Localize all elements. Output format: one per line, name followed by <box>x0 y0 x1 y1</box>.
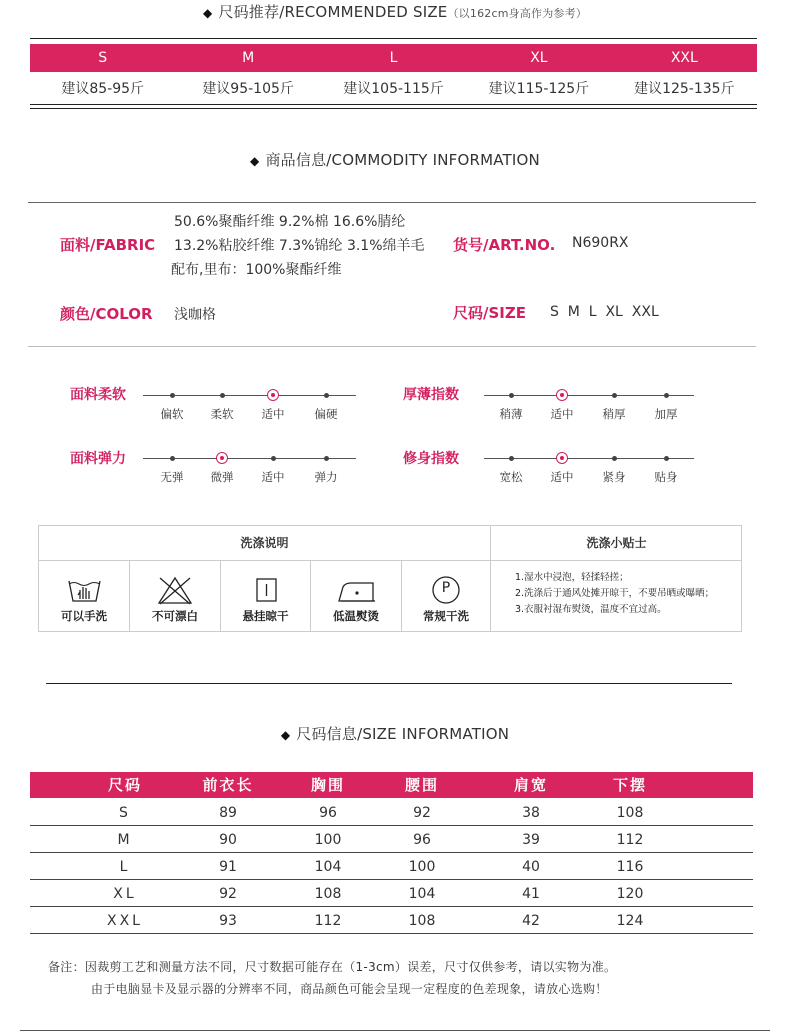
care-box <box>38 525 742 632</box>
suggestion-cell: 建议105-115斤 <box>343 81 444 97</box>
header-cell: 腰围 <box>404 776 439 794</box>
dry-clean-letter: P <box>441 580 451 596</box>
scale-selected-marker <box>556 389 568 401</box>
table-cell: 96 <box>413 832 431 848</box>
suggestion-cell: 建议95-105斤 <box>202 81 294 97</box>
divider <box>28 346 756 347</box>
size-cell: XL <box>530 50 548 66</box>
table-cell: 108 <box>408 913 436 929</box>
scale-dot <box>664 456 669 461</box>
note-line: 备注：因裁剪工艺和测量方法不同，尺寸数据可能存在（1-3cm）误差，尺寸仅供参考，请以实物为准。 <box>48 960 617 974</box>
table-cell: L <box>119 859 131 875</box>
scale-tick-label: 宽松 <box>499 470 523 484</box>
wash-title: 洗涤说明 <box>39 526 491 561</box>
table-row <box>30 908 753 934</box>
scale-tick-label: 柔软 <box>210 407 234 421</box>
scale-selected-marker <box>267 389 279 401</box>
table-cell: M <box>117 832 133 848</box>
hand-wash-icon <box>39 575 130 605</box>
care-caption: 常规干洗 <box>423 609 469 623</box>
diamond-icon: ◆ <box>202 6 213 20</box>
recommended-size-header <box>30 44 757 72</box>
header-cell: 下摆 <box>612 776 647 794</box>
suggestion-cell: 建议125-135斤 <box>634 81 735 97</box>
scale-axis <box>484 395 694 396</box>
scale-axis <box>484 458 694 459</box>
scale-dot <box>664 393 669 398</box>
size-cell: L <box>389 50 398 66</box>
suggestion-cell: 建议85-95斤 <box>61 81 145 97</box>
table-cell: 96 <box>319 805 337 821</box>
table-cell: 90 <box>219 832 237 848</box>
tip-line: 1.湿水中浸泡，轻揉轻搓； <box>515 572 629 583</box>
recommended-size-title: ◆ 尺码推荐/RECOMMENDED SIZE（以162cm身高作为参考） <box>202 3 588 21</box>
color-label: 颜色/COLOR <box>60 305 153 323</box>
table-cell: 108 <box>616 805 644 821</box>
size-cell: M <box>242 50 255 66</box>
tip-line: 3.衣服衬湿布熨烫，温度不宜过高。 <box>515 604 667 615</box>
tip-line: 2.洗涤后于通风处摊开晾干，不要吊晒或曝晒； <box>515 588 715 599</box>
fabric-line: 50.6%聚酯纤维 9.2%棉 16.6%腈纶 <box>174 214 406 230</box>
scale-dot <box>612 456 617 461</box>
note-line: 由于电脑显卡及显示器的分辨率不同，商品颜色可能会呈现一定程度的色差现象，请放心选购！ <box>91 982 608 996</box>
table-cell: 93 <box>219 913 237 929</box>
scale-dot <box>324 456 329 461</box>
care-low-iron <box>311 561 402 632</box>
scale-tick-label: 加厚 <box>654 407 678 421</box>
iron-icon <box>311 575 402 605</box>
size-cell: XXL <box>670 50 698 66</box>
scale-dot <box>509 393 514 398</box>
divider <box>20 1030 770 1031</box>
divider <box>30 38 757 39</box>
diamond-icon: ◆ <box>250 154 260 168</box>
table-row <box>30 800 753 826</box>
care-caption: 低温熨烫 <box>333 609 379 623</box>
scale-tick-label: 微弹 <box>210 470 234 484</box>
color-value: 浅咖格 <box>174 307 216 323</box>
diamond-icon: ◆ <box>280 728 291 742</box>
size-value: S M L XL XXL <box>550 304 659 320</box>
divider <box>46 683 732 684</box>
header-cell: 肩宽 <box>513 776 548 794</box>
scale-dot <box>509 456 514 461</box>
divider <box>30 108 757 109</box>
table-cell: 89 <box>219 805 237 821</box>
scale-dot <box>170 456 175 461</box>
scale-tick-label: 贴身 <box>654 470 678 484</box>
care-tips <box>515 570 714 618</box>
scale-tick-label: 适中 <box>261 407 285 421</box>
table-row <box>30 881 753 907</box>
size-table-header <box>30 772 753 798</box>
scale-tick-label: 无弹 <box>160 470 184 484</box>
tips-title: 洗涤小贴士 <box>491 526 742 561</box>
scale-dot <box>324 393 329 398</box>
care-caption: 悬挂晾干 <box>242 609 289 623</box>
table-cell: XL <box>113 886 137 902</box>
header-cell: 前衣长 <box>202 776 254 794</box>
fabric-line: 配布,里布：100%聚酯纤维 <box>171 262 342 278</box>
no-bleach-icon <box>130 575 221 605</box>
scale-dot <box>220 393 225 398</box>
care-caption: 不可漂白 <box>152 609 198 623</box>
size-info-title: ◆ 尺码信息/SIZE INFORMATION <box>280 725 510 743</box>
table-cell: 38 <box>522 805 540 821</box>
scale-label: 修身指数 <box>403 451 459 467</box>
scale-tick-label: 稍厚 <box>602 407 626 421</box>
scale-tick-label: 适中 <box>261 470 285 484</box>
header-cell: 尺码 <box>107 776 142 794</box>
divider <box>28 202 756 203</box>
scale-label: 厚薄指数 <box>403 387 459 403</box>
table-cell: 100 <box>314 832 342 848</box>
scale-label: 面料柔软 <box>70 387 126 403</box>
header-cell: 胸围 <box>310 776 345 794</box>
recommended-size-row <box>30 76 757 102</box>
care-no-bleach <box>130 561 221 632</box>
scale-tick-label: 偏软 <box>160 407 184 421</box>
table-cell: 124 <box>616 913 644 929</box>
care-hand-wash <box>39 561 130 632</box>
table-row <box>30 854 753 880</box>
scale-tick-label: 紧身 <box>602 470 626 484</box>
table-cell: 41 <box>522 886 540 902</box>
suggestion-cell: 建议115-125斤 <box>488 81 590 97</box>
table-row <box>30 827 753 853</box>
table-cell: 100 <box>408 859 436 875</box>
hang-dry-icon <box>221 575 311 605</box>
size-label: 尺码/SIZE <box>453 304 526 322</box>
scale-tick-label: 弹力 <box>314 470 338 484</box>
scale-dot <box>170 393 175 398</box>
table-cell: 104 <box>408 886 436 902</box>
fabric-label: 面料/FABRIC <box>60 236 156 254</box>
size-cell: S <box>98 50 108 66</box>
scale-selected-marker <box>556 452 568 464</box>
table-cell: 104 <box>314 859 342 875</box>
scale-tick-label: 稍薄 <box>499 407 523 421</box>
care-caption: 可以手洗 <box>61 609 107 623</box>
scale-tick-label: 适中 <box>550 407 574 421</box>
scale-label: 面料弹力 <box>70 451 126 467</box>
art-no-value: N690RX <box>572 235 629 251</box>
table-cell: 108 <box>314 886 342 902</box>
table-cell: 92 <box>413 805 431 821</box>
table-cell: XXL <box>107 913 143 929</box>
divider <box>30 104 757 105</box>
care-hang-dry <box>221 561 311 632</box>
commodity-title: ◆ 商品信息/COMMODITY INFORMATION <box>250 151 540 169</box>
table-cell: S <box>119 805 131 821</box>
table-cell: 92 <box>219 886 237 902</box>
scale-selected-marker <box>216 452 228 464</box>
care-dry-clean <box>402 561 491 632</box>
art-no-label: 货号/ART.NO. <box>453 236 556 254</box>
scale-tick-label: 适中 <box>550 470 574 484</box>
table-cell: 39 <box>522 832 540 848</box>
table-cell: 42 <box>522 913 540 929</box>
table-cell: 112 <box>314 913 342 929</box>
scale-dot <box>271 456 276 461</box>
scale-tick-label: 偏硬 <box>314 407 338 421</box>
scale-dot <box>612 393 617 398</box>
table-cell: 91 <box>219 859 237 875</box>
fabric-line: 13.2%粘胶纤维 7.3%锦纶 3.1%绵羊毛 <box>174 238 425 254</box>
table-cell: 116 <box>616 859 644 875</box>
table-cell: 112 <box>616 832 644 848</box>
table-cell: 40 <box>522 859 540 875</box>
table-cell: 120 <box>616 886 644 902</box>
